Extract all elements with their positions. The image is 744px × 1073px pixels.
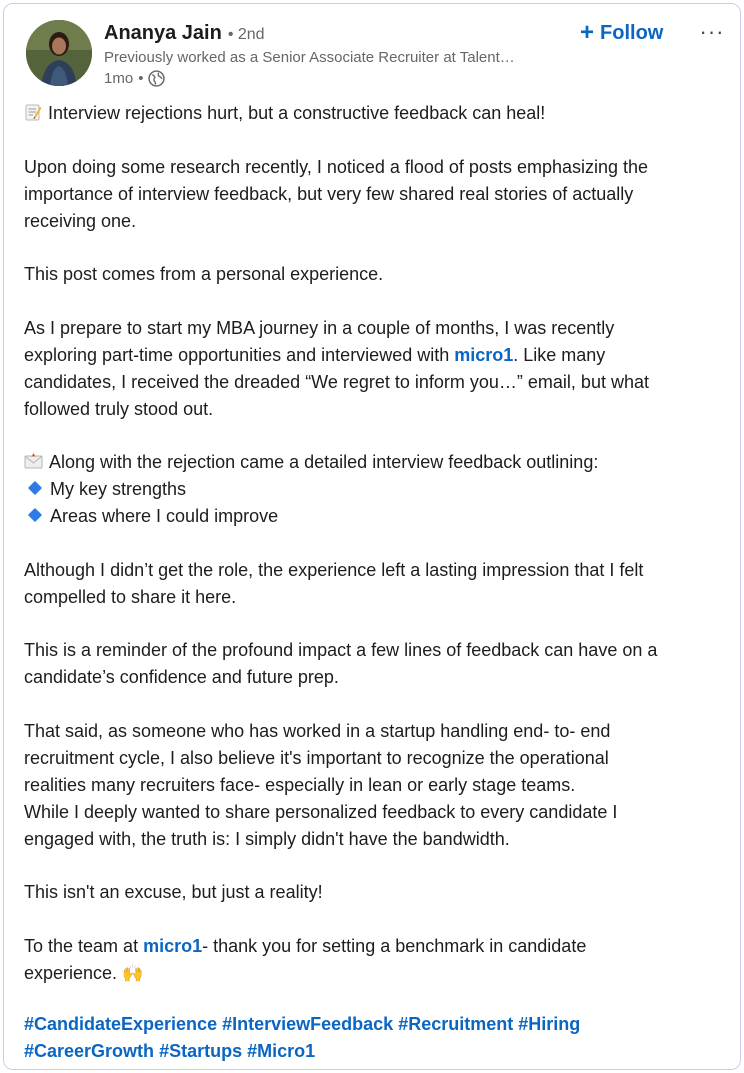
post-header — [4, 4, 740, 96]
more-options-button[interactable]: ··· — [699, 19, 725, 44]
text-line: Although I didn’t get the role, the experience left a lasting impression that I felt — [24, 559, 644, 580]
envelope-icon — [24, 452, 43, 470]
text-line: This isn't an excuse, but just a reality! — [24, 882, 323, 902]
text-segment: To the team at — [24, 935, 144, 956]
paragraph-8 — [24, 718, 724, 853]
paragraph-10 — [24, 933, 724, 987]
paragraph-1 — [24, 100, 724, 127]
text-line: realities many recruiters face- especially in lean or early stage teams. — [24, 774, 576, 795]
text-segment: exploring part-time opportunities and interviewed with — [24, 344, 455, 365]
hashtag-hiring[interactable]: #Hiring — [518, 1014, 581, 1034]
follow-button[interactable] — [580, 18, 663, 48]
text-line — [24, 933, 724, 960]
post-body — [24, 100, 724, 1013]
hashtag-recruitment[interactable]: #Recruitment — [398, 1014, 514, 1034]
hashtag-micro1[interactable]: #Micro1 — [247, 1041, 316, 1061]
hashtag-interview-feedback[interactable]: #InterviewFeedback — [222, 1014, 394, 1034]
follow-label: Follow — [600, 21, 664, 44]
author-row — [104, 22, 265, 50]
paragraph-7 — [24, 637, 724, 691]
text-line: This is a reminder of the profound impact a few lines of feedback can have on a — [24, 640, 658, 660]
connection-degree: • 2nd — [227, 26, 265, 43]
paragraph-1-text: Interview rejections hurt, but a constructive feedback can heal! — [48, 103, 546, 123]
text-line: This post comes from a personal experience. — [24, 264, 384, 284]
text-line — [24, 449, 724, 476]
blue-diamond-icon — [28, 481, 42, 495]
blue-diamond-icon — [28, 508, 42, 522]
mention-micro1[interactable]: micro1 — [143, 935, 203, 956]
paragraph-2 — [24, 154, 724, 235]
hashtag-line — [24, 1038, 724, 1065]
hashtag-startups[interactable]: #Startups — [159, 1041, 243, 1061]
text-segment: Along with the rejection came a detailed interview feedback outlining: — [49, 452, 599, 472]
text-line: candidates, I received the dreaded “We regret to inform you…” email, but what — [24, 371, 649, 392]
bullet-text: My key strengths — [50, 479, 187, 499]
text-segment: experience. — [24, 962, 118, 983]
text-line: As I prepare to start my MBA journey in a couple of months, I was recently — [24, 317, 615, 338]
plus-icon: + — [580, 19, 595, 46]
avatar-photo — [26, 20, 92, 86]
hashtag-career-growth[interactable]: #CareerGrowth — [24, 1041, 155, 1061]
memo-icon — [24, 103, 42, 121]
author-name[interactable]: Ananya Jain — [104, 22, 222, 44]
text-line: That said, as someone who has worked in a startup handling end- to- end — [24, 720, 611, 741]
paragraph-5 — [24, 449, 724, 530]
text-line: engaged with, the truth is: I simply didn't have the bandwidth. — [24, 828, 510, 849]
bullet-item — [24, 476, 724, 503]
post-card — [3, 3, 741, 1070]
paragraph-9 — [24, 879, 724, 906]
raising-hands-icon: 🙌 — [122, 963, 144, 983]
hashtag-candidate-experience[interactable]: #CandidateExperience — [24, 1014, 218, 1034]
author-headline: Previously worked as a Senior Associate Recruiter at Talent… — [104, 49, 515, 66]
text-segment: - thank you for setting a benchmark in candidate — [202, 935, 587, 956]
text-line — [24, 960, 724, 987]
text-line: While I deeply wanted to share personalized feedback to every candidate I — [24, 801, 618, 822]
text-segment: . Like many — [513, 344, 606, 365]
post-time: 1mo — [104, 69, 134, 87]
text-line: importance of interview feedback, but very few shared real stories of actually — [24, 183, 634, 204]
bullet-text: Areas where I could improve — [50, 506, 279, 526]
hashtag-line — [24, 1011, 724, 1038]
globe-icon — [148, 70, 165, 87]
text-line — [24, 342, 724, 369]
mention-micro1[interactable]: micro1 — [454, 344, 514, 365]
text-line: followed truly stood out. — [24, 398, 214, 419]
text-line: compelled to share it here. — [24, 586, 237, 607]
hashtag-list — [24, 1011, 724, 1065]
bullet-item — [24, 503, 724, 530]
meta-separator: • — [138, 69, 144, 87]
text-line: Upon doing some research recently, I noticed a flood of posts emphasizing the — [24, 156, 649, 177]
text-line: recruitment cycle, I also believe it's important to recognize the operational — [24, 747, 609, 768]
paragraph-3 — [24, 261, 724, 288]
text-line: receiving one. — [24, 210, 137, 231]
paragraph-4 — [24, 315, 724, 423]
text-line: candidate’s confidence and future prep. — [24, 667, 339, 687]
avatar[interactable] — [26, 20, 92, 86]
post-meta — [104, 68, 165, 88]
paragraph-6 — [24, 557, 724, 611]
